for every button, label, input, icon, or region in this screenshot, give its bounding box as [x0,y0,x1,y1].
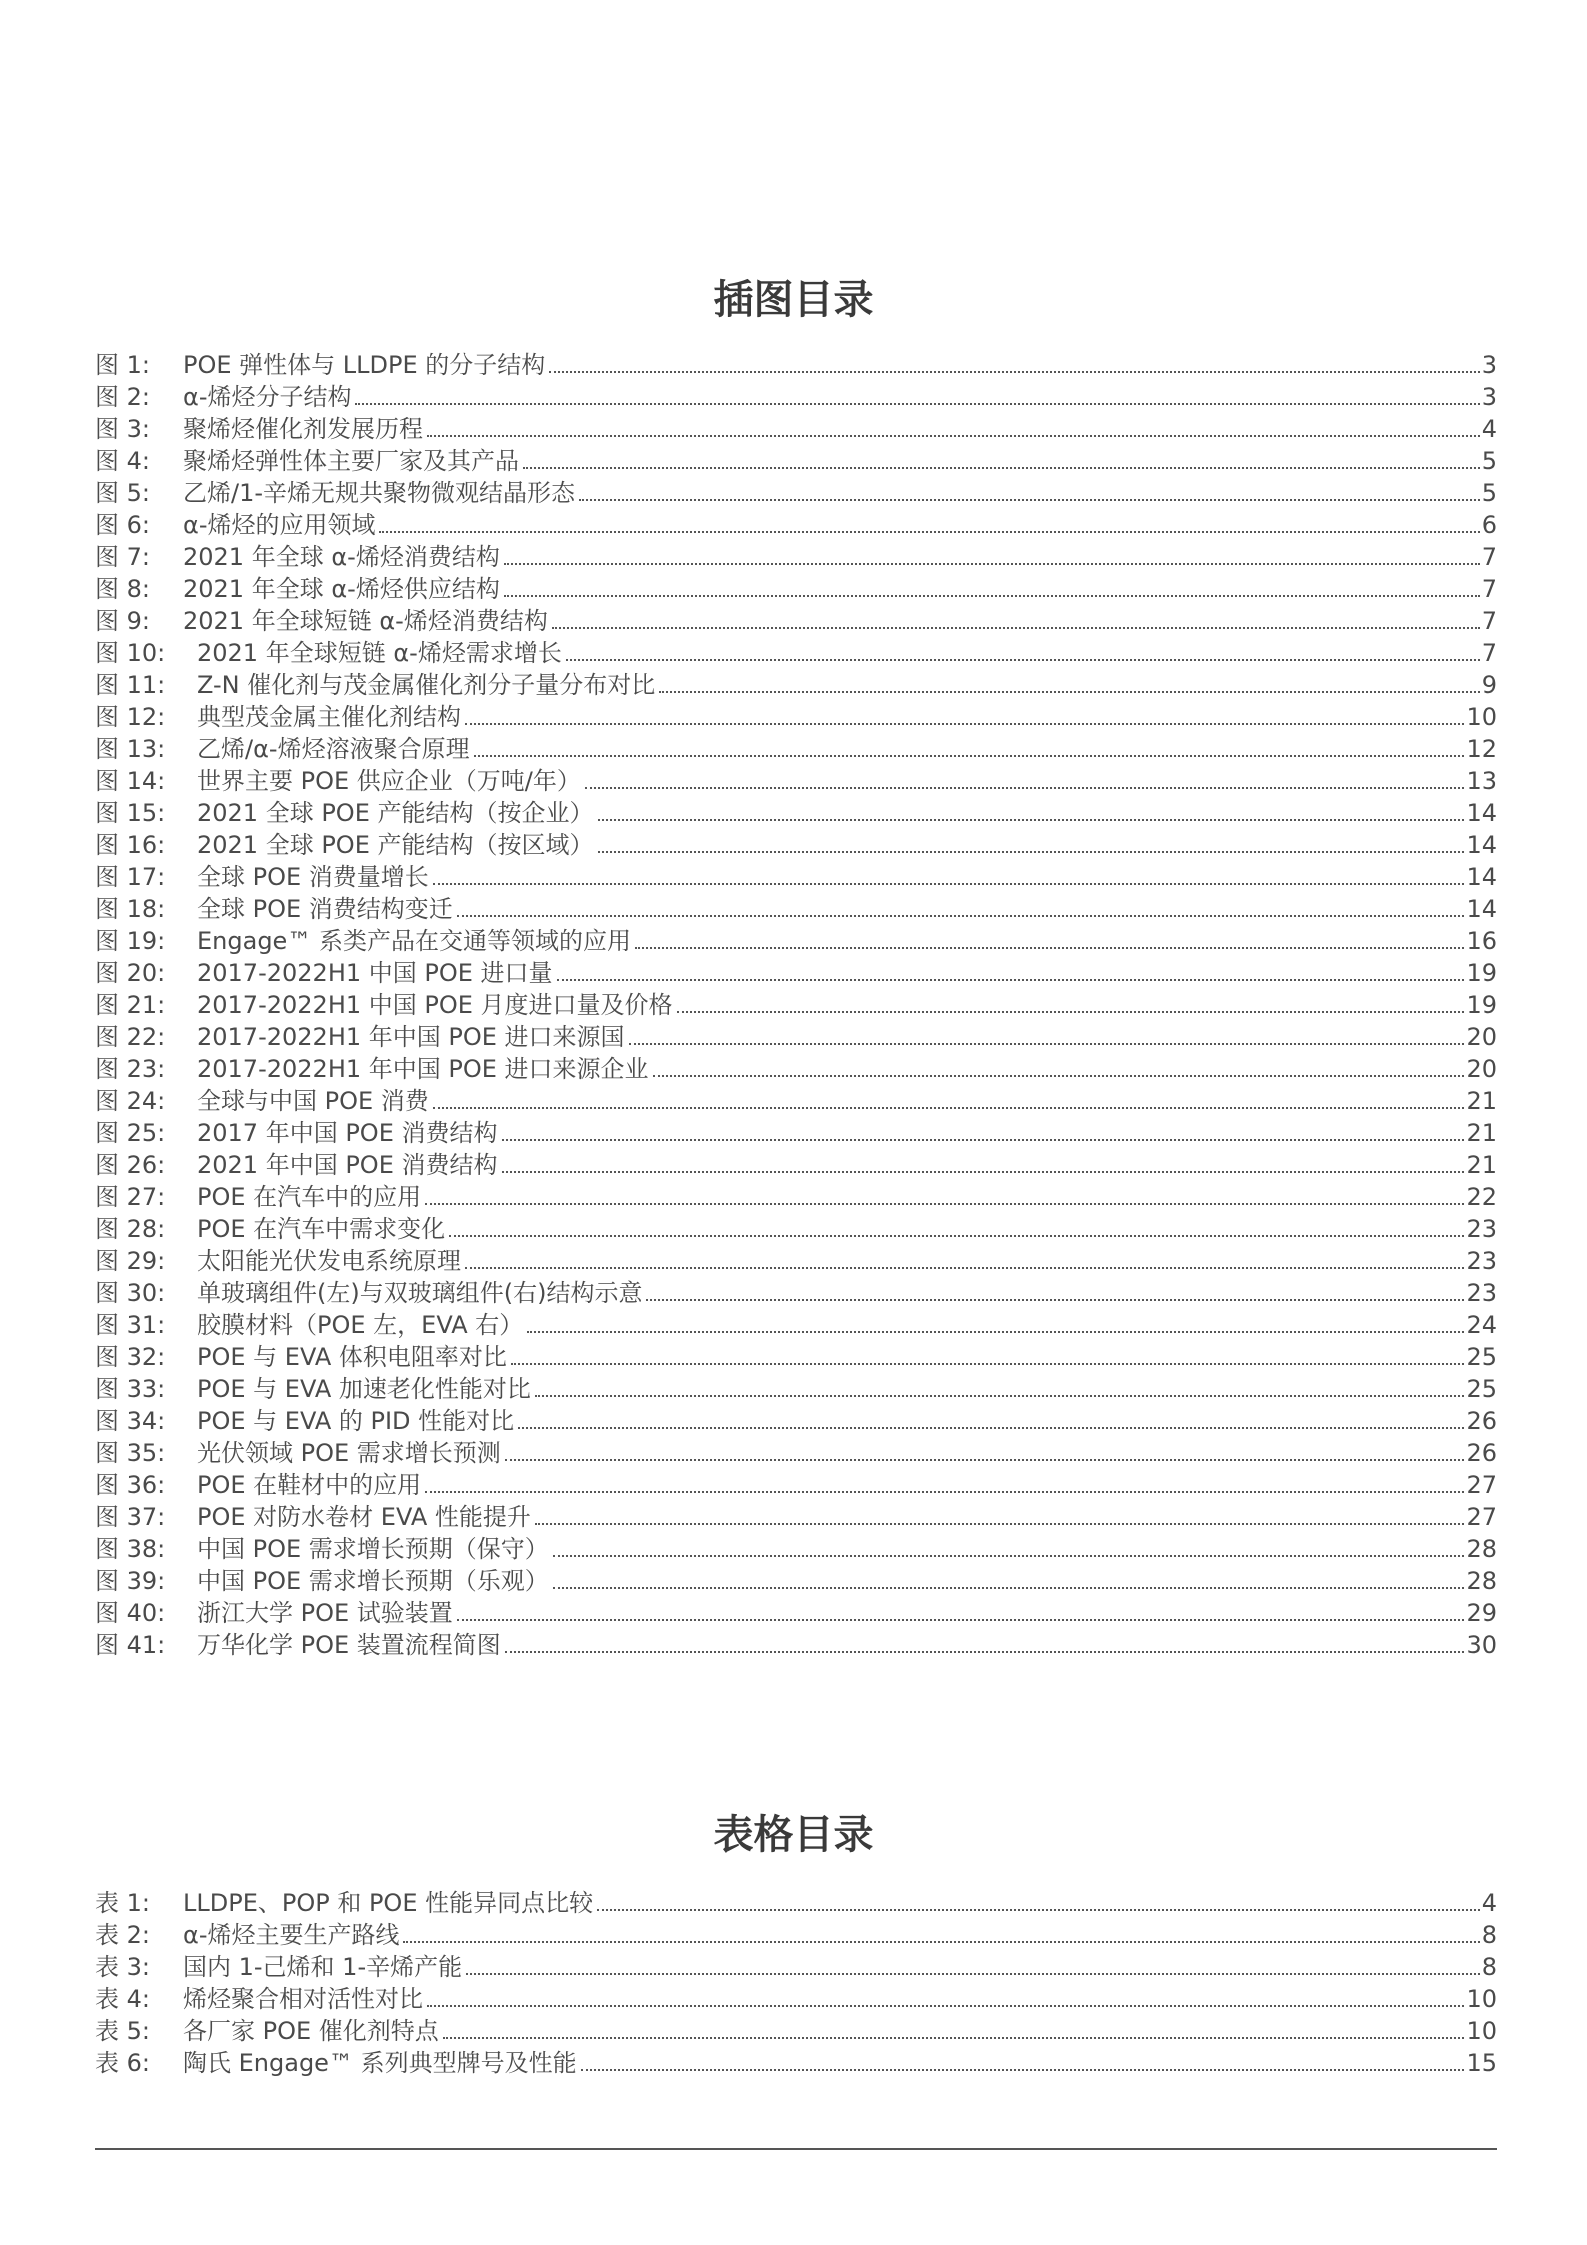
toc-entry-page: 7 [1481,575,1497,603]
toc-entry-title: 2021 全球 POE 产能结构（按区域） [197,831,594,859]
toc-leader-dots [465,1265,1464,1269]
toc-entry-label: 图 41: [95,1631,166,1659]
toc-entry[interactable] [95,1501,1497,1533]
toc-entry-page: 6 [1481,511,1497,539]
toc-entry-page: 8 [1481,1921,1497,1949]
toc-entry-label: 图 5: [95,479,150,507]
toc-entry-label: 图 37: [95,1503,166,1531]
toc-entry-title: POE 与 EVA 加速老化性能对比 [197,1375,531,1403]
toc-leader-dots [579,497,1480,501]
toc-leader-dots [504,561,1480,565]
toc-entry-title: 烯烃聚合相对活性对比 [183,1985,423,2013]
toc-entry[interactable] [95,1309,1497,1341]
toc-entry[interactable] [95,1405,1497,1437]
toc-entry-title: Z-N 催化剂与茂金属催化剂分子量分布对比 [197,671,656,699]
toc-entry-title: POE 在鞋材中的应用 [197,1471,422,1499]
toc-entry[interactable] [95,509,1497,541]
toc-entry-page: 25 [1466,1375,1497,1403]
toc-entry[interactable] [95,925,1497,957]
toc-leader-dots [505,1649,1465,1653]
toc-entry-page: 7 [1481,607,1497,635]
toc-leader-dots [427,433,1480,437]
toc-entry[interactable] [95,957,1497,989]
toc-leader-dots [433,881,1465,885]
toc-entry-label: 图 31: [95,1311,166,1339]
toc-entry-title: 万华化学 POE 装置流程简图 [197,1631,501,1659]
toc-entry-title: 2017 年中国 POE 消费结构 [197,1119,498,1147]
toc-entry-page: 14 [1466,831,1497,859]
toc-entry-title: Engage™ 系类产品在交通等领域的应用 [197,927,631,955]
toc-entry-title: POE 弹性体与 LLDPE 的分子结构 [183,351,546,379]
toc-leader-dots [443,2035,1465,2039]
toc-leader-dots [677,1009,1465,1013]
toc-entry[interactable] [95,477,1497,509]
toc-leader-dots [505,1457,1465,1461]
toc-leader-dots [403,1939,1479,1943]
toc-entry-page: 14 [1466,799,1497,827]
toc-entry-page: 4 [1481,415,1497,443]
toc-leader-dots [474,753,1465,757]
toc-entry-title: 2017-2022H1 中国 POE 月度进口量及价格 [197,991,673,1019]
toc-entry-title: 2017-2022H1 年中国 POE 进口来源国 [197,1023,625,1051]
toc-entry-title: 浙江大学 POE 试验装置 [197,1599,453,1627]
toc-entry-page: 13 [1466,767,1497,795]
toc-leader-dots [504,593,1480,597]
toc-entry-page: 21 [1466,1119,1497,1147]
toc-entry-title: 2017-2022H1 中国 POE 进口量 [197,959,553,987]
toc-entry-page: 10 [1466,1985,1497,2013]
toc-leader-dots [502,1169,1465,1173]
toc-entry-page: 12 [1466,735,1497,763]
toc-entry[interactable] [95,797,1497,829]
toc-entry[interactable] [95,2015,1497,2047]
toc-entry[interactable] [95,1213,1497,1245]
toc-entry-page: 3 [1481,351,1497,379]
toc-entry-label: 图 29: [95,1247,166,1275]
toc-leader-dots [433,1105,1465,1109]
toc-entry-label: 图 32: [95,1343,166,1371]
toc-entry[interactable] [95,381,1497,413]
toc-entry-title: 全球与中国 POE 消费 [197,1087,429,1115]
toc-entry[interactable] [95,701,1497,733]
toc-entry-page: 29 [1466,1599,1497,1627]
toc-entry-label: 图 30: [95,1279,166,1307]
toc-entry-title: 2021 年全球 α-烯烃消费结构 [183,543,500,571]
toc-leader-dots [585,785,1465,789]
toc-leader-dots [511,1361,1465,1365]
toc-entry-label: 图 27: [95,1183,166,1211]
toc-leader-dots [502,1137,1465,1141]
toc-entry-label: 表 6: [95,2049,150,2077]
toc-entry-page: 30 [1466,1631,1497,1659]
toc-entry-page: 5 [1481,447,1497,475]
toc-entry-title: 世界主要 POE 供应企业（万吨/年） [197,767,581,795]
toc-entry[interactable] [95,1469,1497,1501]
toc-entry-title: α-烯烃主要生产路线 [183,1921,400,1949]
toc-entry[interactable] [95,1887,1497,1919]
toc-entry-label: 图 36: [95,1471,166,1499]
toc-entry-page: 25 [1466,1343,1497,1371]
toc-entry-page: 27 [1466,1471,1497,1499]
toc-entry-page: 23 [1466,1247,1497,1275]
toc-entry[interactable] [95,2047,1497,2079]
toc-entry[interactable] [95,1951,1497,1983]
toc-entry[interactable] [95,829,1497,861]
toc-entry-title: 典型茂金属主催化剂结构 [197,703,461,731]
toc-entry[interactable] [95,1181,1497,1213]
toc-leader-dots [465,721,1464,725]
toc-leader-dots [523,465,1480,469]
toc-entry[interactable] [95,1437,1497,1469]
toc-entry[interactable] [95,1117,1497,1149]
toc-entry-title: 全球 POE 消费结构变迁 [197,895,453,923]
toc-entry-page: 3 [1481,383,1497,411]
toc-entry-label: 图 3: [95,415,150,443]
toc-entry-page: 24 [1466,1311,1497,1339]
toc-entry-label: 图 19: [95,927,166,955]
toc-entry-title: 聚烯烃弹性体主要厂家及其产品 [183,447,519,475]
toc-entry-title: 各厂家 POE 催化剂特点 [183,2017,439,2045]
toc-entry-label: 图 35: [95,1439,166,1467]
toc-entry-label: 图 16: [95,831,166,859]
toc-leader-dots [635,945,1465,949]
toc-leader-dots [535,1521,1465,1525]
toc-entry-label: 图 25: [95,1119,166,1147]
toc-leader-dots [581,2067,1465,2071]
toc-entry-page: 9 [1481,671,1497,699]
toc-entry-page: 28 [1466,1535,1497,1563]
toc-entry-title: 2021 年全球短链 α-烯烃需求增长 [197,639,562,667]
toc-entry-label: 图 9: [95,607,150,635]
toc-entry-title: α-烯烃的应用领域 [183,511,376,539]
toc-entry[interactable] [95,349,1497,381]
toc-leader-dots [466,1971,1480,1975]
toc-entry-label: 图 39: [95,1567,166,1595]
toc-entry-label: 图 20: [95,959,166,987]
toc-leader-dots [425,1489,1464,1493]
toc-leader-dots [535,1393,1465,1397]
toc-entry-title: 聚烯烃催化剂发展历程 [183,415,423,443]
toc-entry-label: 表 2: [95,1921,150,1949]
toc-entry-page: 10 [1466,2017,1497,2045]
toc-entry-label: 图 13: [95,735,166,763]
toc-entry-page: 22 [1466,1183,1497,1211]
toc-entry-title: 中国 POE 需求增长预期（保守） [197,1535,549,1563]
toc-entry-label: 图 6: [95,511,150,539]
toc-entry-title: 乙烯/α-烯烃溶液聚合原理 [197,735,470,763]
figures-toc-list [95,349,1497,1661]
toc-entry-label: 表 4: [95,1985,150,2013]
toc-entry[interactable] [95,669,1497,701]
toc-entry-title: α-烯烃分子结构 [183,383,352,411]
toc-entry-label: 图 26: [95,1151,166,1179]
toc-leader-dots [566,657,1480,661]
toc-entry-label: 图 17: [95,863,166,891]
toc-leader-dots [457,1617,1465,1621]
toc-entry-title: POE 与 EVA 的 PID 性能对比 [197,1407,515,1435]
toc-leader-dots [427,2003,1464,2007]
toc-entry[interactable] [95,765,1497,797]
toc-entry-label: 图 23: [95,1055,166,1083]
toc-entry-page: 10 [1466,703,1497,731]
toc-leader-dots [646,1297,1464,1301]
toc-entry-title: 2021 全球 POE 产能结构（按企业） [197,799,594,827]
toc-entry[interactable] [95,1983,1497,2015]
toc-entry-title: 单玻璃组件(左)与双玻璃组件(右)结构示意 [197,1279,643,1307]
toc-entry[interactable] [95,1373,1497,1405]
toc-entry[interactable] [95,1277,1497,1309]
toc-entry-label: 图 22: [95,1023,166,1051]
toc-entry-page: 19 [1466,991,1497,1019]
toc-entry-label: 图 14: [95,767,166,795]
toc-entry[interactable] [95,1085,1497,1117]
toc-entry-page: 8 [1481,1953,1497,1981]
toc-entry-page: 26 [1466,1439,1497,1467]
toc-entry[interactable] [95,733,1497,765]
toc-entry-label: 图 38: [95,1535,166,1563]
toc-entry-label: 图 15: [95,799,166,827]
toc-entry-title: 乙烯/1-辛烯无规共聚物微观结晶形态 [183,479,576,507]
toc-entry-title: POE 对防水卷材 EVA 性能提升 [197,1503,531,1531]
toc-leader-dots [557,977,1465,981]
toc-entry-label: 图 28: [95,1215,166,1243]
toc-entry[interactable] [95,1629,1497,1661]
toc-entry-title: 国内 1-己烯和 1-辛烯产能 [183,1953,463,1981]
toc-entry-title: POE 与 EVA 体积电阻率对比 [197,1343,507,1371]
toc-leader-dots [629,1041,1465,1045]
toc-leader-dots [425,1201,1464,1205]
toc-entry[interactable] [95,1565,1497,1597]
toc-entry[interactable] [95,573,1497,605]
tables-toc-list [95,1887,1497,2079]
toc-entry-label: 图 34: [95,1407,166,1435]
toc-entry-label: 图 7: [95,543,150,571]
toc-entry-title: 2017-2022H1 年中国 POE 进口来源企业 [197,1055,649,1083]
toc-entry-title: 陶氏 Engage™ 系列典型牌号及性能 [183,2049,577,2077]
toc-entry-label: 图 21: [95,991,166,1019]
toc-entry[interactable] [95,1245,1497,1277]
toc-entry-page: 7 [1481,639,1497,667]
toc-entry-page: 27 [1466,1503,1497,1531]
toc-entry-page: 20 [1466,1055,1497,1083]
toc-entry[interactable] [95,445,1497,477]
toc-entry-label: 图 1: [95,351,150,379]
toc-leader-dots [552,625,1480,629]
toc-entry-label: 图 40: [95,1599,166,1627]
toc-leader-dots [598,849,1465,853]
toc-entry-page: 26 [1466,1407,1497,1435]
toc-entry-title: 中国 POE 需求增长预期（乐观） [197,1567,549,1595]
toc-entry-label: 图 33: [95,1375,166,1403]
toc-entry-title: 2021 年全球短链 α-烯烃消费结构 [183,607,548,635]
toc-entry[interactable] [95,1597,1497,1629]
toc-entry-label: 表 1: [95,1889,150,1917]
toc-entry[interactable] [95,861,1497,893]
toc-entry-page: 5 [1481,479,1497,507]
toc-leader-dots [653,1073,1465,1077]
toc-entry-page: 7 [1481,543,1497,571]
toc-entry[interactable] [95,893,1497,925]
toc-entry-label: 图 24: [95,1087,166,1115]
toc-entry[interactable] [95,1919,1497,1951]
toc-entry-page: 20 [1466,1023,1497,1051]
toc-entry-title: 2021 年全球 α-烯烃供应结构 [183,575,500,603]
toc-leader-dots [355,401,1479,405]
toc-leader-dots [553,1553,1465,1557]
toc-entry-page: 21 [1466,1151,1497,1179]
bottom-divider [95,2148,1497,2150]
toc-entry-page: 4 [1481,1889,1497,1917]
toc-entry-label: 图 4: [95,447,150,475]
toc-leader-dots [379,529,1479,533]
toc-leader-dots [553,1585,1465,1589]
toc-entry-title: 太阳能光伏发电系统原理 [197,1247,461,1275]
toc-entry-title: 光伏领域 POE 需求增长预测 [197,1439,501,1467]
toc-entry-page: 23 [1466,1215,1497,1243]
toc-entry-title: POE 在汽车中需求变化 [197,1215,446,1243]
toc-entry-title: 全球 POE 消费量增长 [197,863,429,891]
toc-entry-page: 16 [1466,927,1497,955]
toc-entry-page: 14 [1466,863,1497,891]
toc-leader-dots [549,369,1479,373]
toc-entry[interactable] [95,1021,1497,1053]
toc-entry[interactable] [95,1053,1497,1085]
toc-leader-dots [518,1425,1464,1429]
toc-entry[interactable] [95,605,1497,637]
toc-entry-label: 图 10: [95,639,166,667]
toc-entry[interactable] [95,1149,1497,1181]
toc-entry-title: LLDPE、POP 和 POE 性能异同点比较 [183,1889,594,1917]
toc-entry[interactable] [95,413,1497,445]
toc-entry-page: 21 [1466,1087,1497,1115]
toc-leader-dots [598,817,1465,821]
toc-entry-page: 15 [1466,2049,1497,2077]
toc-leader-dots [527,1329,1464,1333]
toc-entry-title: POE 在汽车中的应用 [197,1183,422,1211]
toc-entry-label: 图 18: [95,895,166,923]
toc-entry[interactable] [95,637,1497,669]
toc-entry[interactable] [95,1533,1497,1565]
toc-leader-dots [449,1233,1464,1237]
toc-leader-dots [659,689,1479,693]
tables-section-title: 表格目录 [713,1812,874,1858]
toc-entry-label: 图 12: [95,703,166,731]
toc-entry-label: 图 11: [95,671,166,699]
toc-leader-dots [597,1907,1480,1911]
toc-entry[interactable] [95,541,1497,573]
toc-entry-page: 28 [1466,1567,1497,1595]
toc-entry-label: 表 3: [95,1953,150,1981]
toc-leader-dots [457,913,1465,917]
toc-entry-page: 14 [1466,895,1497,923]
toc-entry[interactable] [95,1341,1497,1373]
toc-entry-page: 19 [1466,959,1497,987]
toc-entry-label: 表 5: [95,2017,150,2045]
toc-entry[interactable] [95,989,1497,1021]
toc-entry-label: 图 2: [95,383,150,411]
toc-entry-label: 图 8: [95,575,150,603]
figures-section-title: 插图目录 [713,277,874,323]
toc-entry-title: 2021 年中国 POE 消费结构 [197,1151,498,1179]
toc-entry-page: 23 [1466,1279,1497,1307]
toc-entry-title: 胶膜材料（POE 左，EVA 右） [197,1311,524,1339]
